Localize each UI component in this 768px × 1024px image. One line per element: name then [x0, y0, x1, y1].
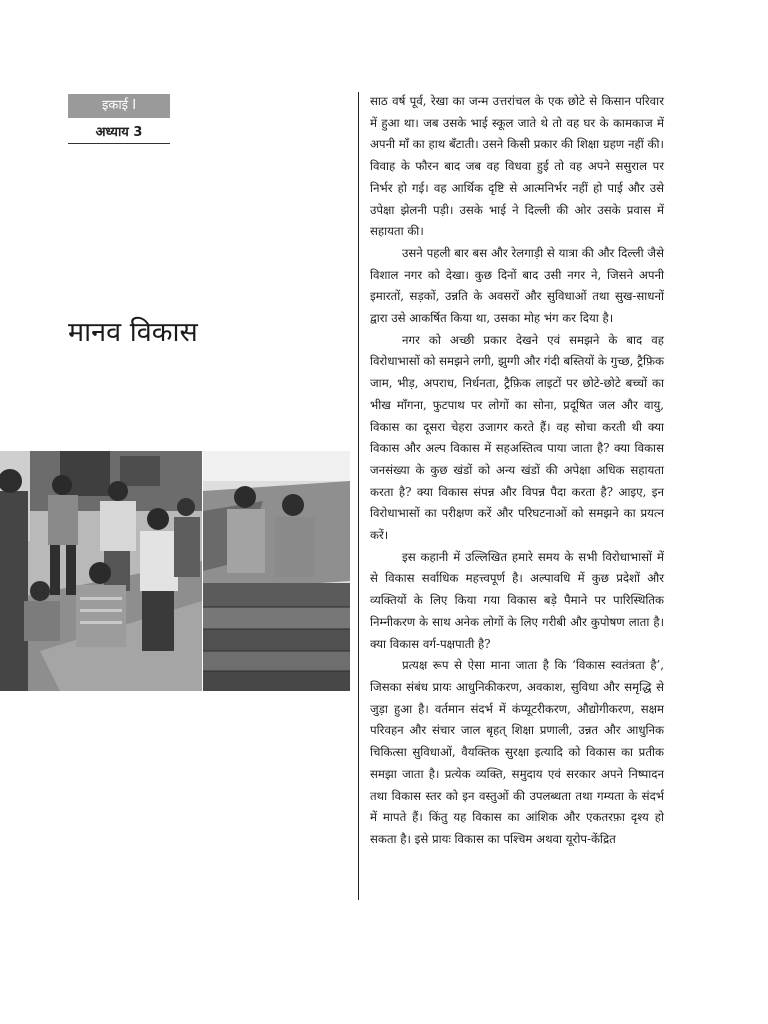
- paragraph: नगर को अच्छी प्रकार देखने एवं समझने के बाद वह विरोधाभासों को समझने लगी, झुग्गी और गंदी बस्तियों के गुच्छ, ट्रैफ़िक जाम, भीड़, अपराध, निर्धनता, ट्रैफ़िक लाइटों पर छोटे-छोटे बच्चों का भीख माँगना, फुटपाथ पर लोगों का सोना, प्रदूषित जल और वायु, विकास का दूसरा चेहरा उजागर करते हैं। वह सोचा करती थी क्या विकास और अल्प विकास में सहअस्तित्व पाया जाता है? क्या विकास जनसंख्या के कुछ खंडों को अन्य खंडों की अपेक्षा अधिक सहायता करता है? क्या विकास संपन्न और विपन्न पैदा करता है? आइए, इन विरोधाभासों का परीक्षण करें और परिघटनाओं को समझने का प्रयत्न करें।: [370, 332, 664, 543]
- body-text: [370, 91, 664, 851]
- paragraph: उसने पहली बार बस और रेलगाड़ी से यात्रा की और दिल्ली जैसे विशाल नगर को देखा। कुछ दिनों बाद उसी नगर ने, जिसने अपनी इमारतों, सड़कों, उन्नति के अवसरों और सुविधाओं तथा सुख-साधनों द्वारा उसे आकर्षित किया था, उसका मोह भंग कर दिया है।: [370, 245, 664, 326]
- paragraph: इस कहानी में उल्लिखित हमारे समय के सभी विरोधाभासों में से विकास सर्वाधिक महत्त्वपूर्ण है। अल्पावधि में कुछ प्रदेशों और व्यक्तियों के लिए किया गया विकास बड़े पैमाने पर पारिस्थितिक निम्नीकरण के साथ अनेक लोगों के लिए गरीबी और कुपोषण लाता है। क्या विकास वर्ग-पक्षपाती है?: [370, 549, 664, 651]
- chapter-title: मानव विकास: [68, 317, 198, 348]
- unit-label: इकाई I: [68, 94, 170, 118]
- children-steps-photo: [203, 451, 350, 691]
- children-street-photo: [0, 451, 202, 691]
- column-divider: [358, 92, 359, 900]
- chapter-divider: [68, 143, 170, 144]
- paragraph: प्रत्यक्ष रूप से ऐसा माना जाता है कि ‘विकास स्वतंत्रता है’, जिसका संबंध प्रायः आधुनिकीकरण, अवकाश, सुविधा और समृद्धि से जुड़ा हुआ है। वर्तमान संदर्भ में कंप्यूटरीकरण, औद्योगीकरण, सक्षम परिवहन और संचार जाल बृहत् शिक्षा प्रणाली, उन्नत और आधुनिक चिकित्सा सुविधाओं, वैयक्तिक सुरक्षा इत्यादि को विकास का प्रतीक समझा जाता है। प्रत्येक व्यक्ति, समुदाय एवं सरकार अपने निष्पादन तथा विकास स्तर को इन वस्तुओं की उपलब्धता तथा गम्यता के संदर्भ में मापते हैं। किंतु यह विकास का आंशिक और एकतरफ़ा दृश्य हो सकता है। इसे प्रायः विकास का पश्चिम अथवा यूरोप-केंद्रित: [370, 658, 664, 846]
- paragraph: साठ वर्ष पूर्व, रेखा का जन्म उत्तरांचल के एक छोटे से किसान परिवार में हुआ था। जब उसके भाई स्कूल जाते थे तो वह घर के कामकाज में अपनी माँ का हाथ बँटाती। उसने किसी प्रकार की शिक्षा ग्रहण नहीं की। विवाह के फौरन बाद जब वह विधवा हुई तो वह अपने ससुराल पर निर्भर हो गई। वह आर्थिक दृष्टि से आत्मनिर्भर नहीं हो पाई और उसे उपेक्षा झेलनी पड़ी। उसके भाई ने दिल्ली की ओर उसके प्रवास में सहायता की।: [370, 94, 664, 239]
- chapter-label: अध्याय 3: [95, 125, 143, 140]
